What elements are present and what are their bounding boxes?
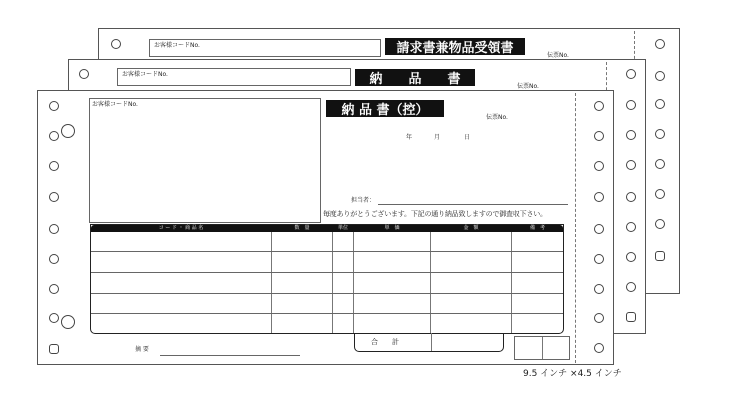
sprocket-hole (626, 69, 636, 79)
customer-code-label: お客様コードNo. (122, 71, 168, 78)
sprocket-hole-large (61, 315, 75, 329)
sprocket-hole (626, 100, 636, 110)
back-title: 請求書兼物品受領書 (385, 38, 525, 55)
sprocket-hole (655, 71, 665, 81)
sprocket-hole (49, 131, 59, 141)
notice-text: 毎度ありがとうございます。下記の通り納品致しますので御査収下さい。 (323, 210, 547, 218)
sprocket-hole (655, 159, 665, 169)
sprocket-hole (594, 284, 604, 294)
sprocket-hole (655, 99, 665, 109)
table-column-divider (430, 232, 431, 333)
sprocket-hole (626, 252, 636, 262)
items-table (90, 224, 564, 334)
perforation-line (575, 93, 576, 363)
table-column-divider (332, 232, 333, 333)
sprocket-hole (655, 39, 665, 49)
sprocket-hole (655, 251, 665, 261)
header-remarks: 備 考 (529, 225, 545, 231)
sprocket-hole (111, 39, 121, 49)
sprocket-hole (49, 254, 59, 264)
total-divider (431, 333, 432, 351)
sprocket-hole (594, 224, 604, 234)
sprocket-hole (594, 131, 604, 141)
sprocket-hole (49, 101, 59, 111)
sprocket-hole (626, 222, 636, 232)
sprocket-hole (626, 282, 636, 292)
remarks-label: 摘 要 (135, 346, 149, 353)
header-code-name: コ ー ド ・ 商 品 名 (158, 225, 204, 231)
sprocket-hole (655, 129, 665, 139)
sprocket-hole (49, 224, 59, 234)
total-box (354, 333, 504, 352)
customer-code-box (149, 39, 381, 57)
customer-code-label: お客様コードNo. (92, 101, 138, 108)
sprocket-hole (49, 313, 59, 323)
front-title: 納 品 書（控） (326, 100, 444, 117)
customer-code-label: お客様コードNo. (154, 42, 200, 49)
sprocket-hole (49, 161, 59, 171)
person-in-charge-label: 担当者： (351, 197, 376, 204)
table-row-divider (91, 313, 563, 314)
total-label: 合 計 (371, 338, 399, 346)
sprocket-hole (594, 192, 604, 202)
front-sheet (37, 90, 614, 365)
header-amount: 金 額 (463, 225, 479, 231)
middle-title: 納 品 書 (355, 69, 475, 86)
sprocket-hole (594, 161, 604, 171)
sprocket-hole (626, 312, 636, 322)
sprocket-hole (594, 343, 604, 353)
sprocket-hole-large (61, 124, 75, 138)
table-column-divider (353, 232, 354, 333)
date-day-label: 日 (464, 134, 471, 141)
sprocket-hole (626, 160, 636, 170)
customer-code-box (89, 98, 321, 223)
sprocket-hole (655, 189, 665, 199)
sprocket-hole (594, 254, 604, 264)
stamp-box-divider (542, 337, 543, 359)
sprocket-hole (79, 69, 89, 79)
person-in-charge-line (378, 204, 568, 205)
table-row-divider (91, 272, 563, 273)
date-month-label: 月 (434, 134, 441, 141)
sprocket-hole (594, 101, 604, 111)
slip-no-label: 伝票No. (517, 83, 539, 90)
sprocket-hole (655, 219, 665, 229)
size-caption: 9.5 インチ ×4.5 インチ (523, 369, 622, 379)
header-unit-price: 単 価 (384, 225, 400, 231)
header-quantity: 数 量 (294, 225, 310, 231)
sprocket-hole (594, 313, 604, 323)
sprocket-hole (49, 344, 59, 354)
table-column-divider (511, 232, 512, 333)
table-row-divider (91, 251, 563, 252)
remarks-line (160, 355, 300, 356)
sprocket-hole (626, 192, 636, 202)
sprocket-hole (626, 130, 636, 140)
date-year-label: 年 (406, 134, 413, 141)
slip-no-label: 伝票No. (547, 52, 569, 59)
table-row-divider (91, 293, 563, 294)
table-column-divider (271, 232, 272, 333)
sprocket-hole (49, 192, 59, 202)
customer-code-box (117, 68, 351, 86)
sprocket-hole (49, 284, 59, 294)
slip-no-label: 伝票No. (486, 114, 508, 121)
stamp-box (514, 336, 570, 360)
header-unit: 単位 (337, 225, 348, 231)
